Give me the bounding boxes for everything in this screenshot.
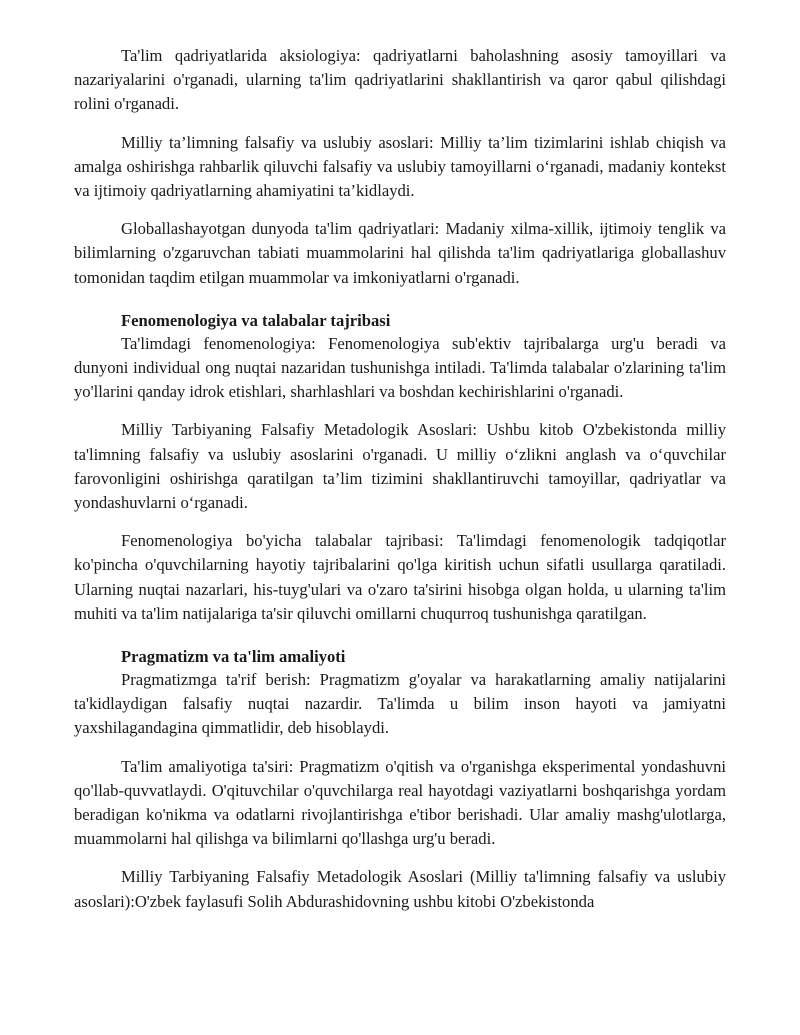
section-heading-phenomenology: Fenomenologiya va talabalar tajribasi <box>121 310 391 330</box>
paragraph-national-upbringing-book: Milliy Tarbiyaning Falsafiy Metadologik Asoslari: Ushbu kitob O'zbekistonda milliy ta'limning falsafiy va uslubiy asoslarini o'rganadi. U milliy o‘zlikni anglash va o‘quvchilar farovonligini oshirishga qaratilgan ta’lim tizimini shakllantiruvchi tamoyillar, qadriyatlar va yondashuvlarni o‘rganadi. <box>74 420 726 513</box>
document-page <box>74 44 726 928</box>
paragraph-national-education-foundations: Milliy ta’limning falsafiy va uslubiy asoslari: Milliy ta’lim tizimlarini ishlab chiqish va amalga oshirishga rahbarlik qiluvchi falsafiy va uslubiy tamoyillarni o‘rganadi, madaniy kontekst va ijtimoiy qadriyatlarning ahamiyatini ta’kidlaydi. <box>74 132 726 201</box>
paragraph-pragmatism-definition: Pragmatizmga ta'rif berish: Pragmatizm g'oyalar va harakatlarning amaliy natijalarini ta'kidlaydigan falsafiy nuqtai nazardir. Ta'limda u bilim inson hayoti va jamiyatni yaxshilagandagina qimmatlidir, deb hisoblaydi. <box>74 670 726 738</box>
paragraph-student-experience: Fenomenologiya bo'yicha talabalar tajribasi: Ta'limdagi fenomenologik tadqiqotlar ko'pincha o'quvchilarning hayotiy tajribalarini qo'lga kiritish uchun sifatli usullarga qaratiladi. Ularning nuqtai nazarlari, his-tuyg'ulari va o'zaro ta'sirini hisobga olgan holda, u ularning ta'lim muhiti va ta'lim natijalariga ta'sir qiluvchi omillarni chuqurroq tushunishga qaratilgan. <box>74 531 726 623</box>
paragraph-globalization-values: Globallashayotgan dunyoda ta'lim qadriyatlari: Madaniy xilma-xillik, ijtimoiy tenglik va bilimlarning o'zgaruvchan tabiati muammolarini hal qilishda ta'lim qadriyatlariga globallashuv tomonidan taqdim etilgan muammolar va imkoniyatlarni o'rganadi. <box>74 219 726 287</box>
paragraph-educational-practice-impact: Ta'lim amaliyotiga ta'siri: Pragmatizm o'qitish va o'rganishga eksperimental yondashuvni qo'llab-quvvatlaydi. O'qituvchilar o'quvchilarga real hayotdagi vaziyatlarni boshqarishga yordam beradigan ko'nikma va odatlarni rivojlantirishga e'tibor berishadi. Ular amaliy mashg'ulotlarga, muammolarni hal qilishga va bilimlarni qo'llashga urg'u beradi. <box>74 756 726 849</box>
paragraph-axiology: Ta'lim qadriyatlarida aksiologiya: qadriyatlarni baholashning asosiy tamoyillari va nazariyalarini o'rganadi, ularning ta'lim qadriyatlarini shakllantirish va qaror qabul qilishdagi rolini o'rganadi. <box>74 46 726 114</box>
section-heading-pragmatism: Pragmatizm va ta'lim amaliyoti <box>121 647 346 667</box>
paragraph-phenomenology-in-education: Ta'limdagi fenomenologiya: Fenomenologiya sub'ektiv tajribalarga urg'u beradi va dunyoni individual ong nuqtai nazaridan tushunishga intiladi. Ta'limda talabalar o'zlarining ta'lim yo'llarini qanday idrok etishlari, sharhlashlari va boshdan kechirishlarini o'rganadi. <box>74 333 726 402</box>
paragraph-abdurashidov-book: Milliy Tarbiyaning Falsafiy Metadologik Asoslari (Milliy ta'limning falsafiy va uslubiy asoslari):O'zbek faylasufi Solih Abdurashidovning ushbu kitobi O'zbekistonda <box>74 867 726 911</box>
